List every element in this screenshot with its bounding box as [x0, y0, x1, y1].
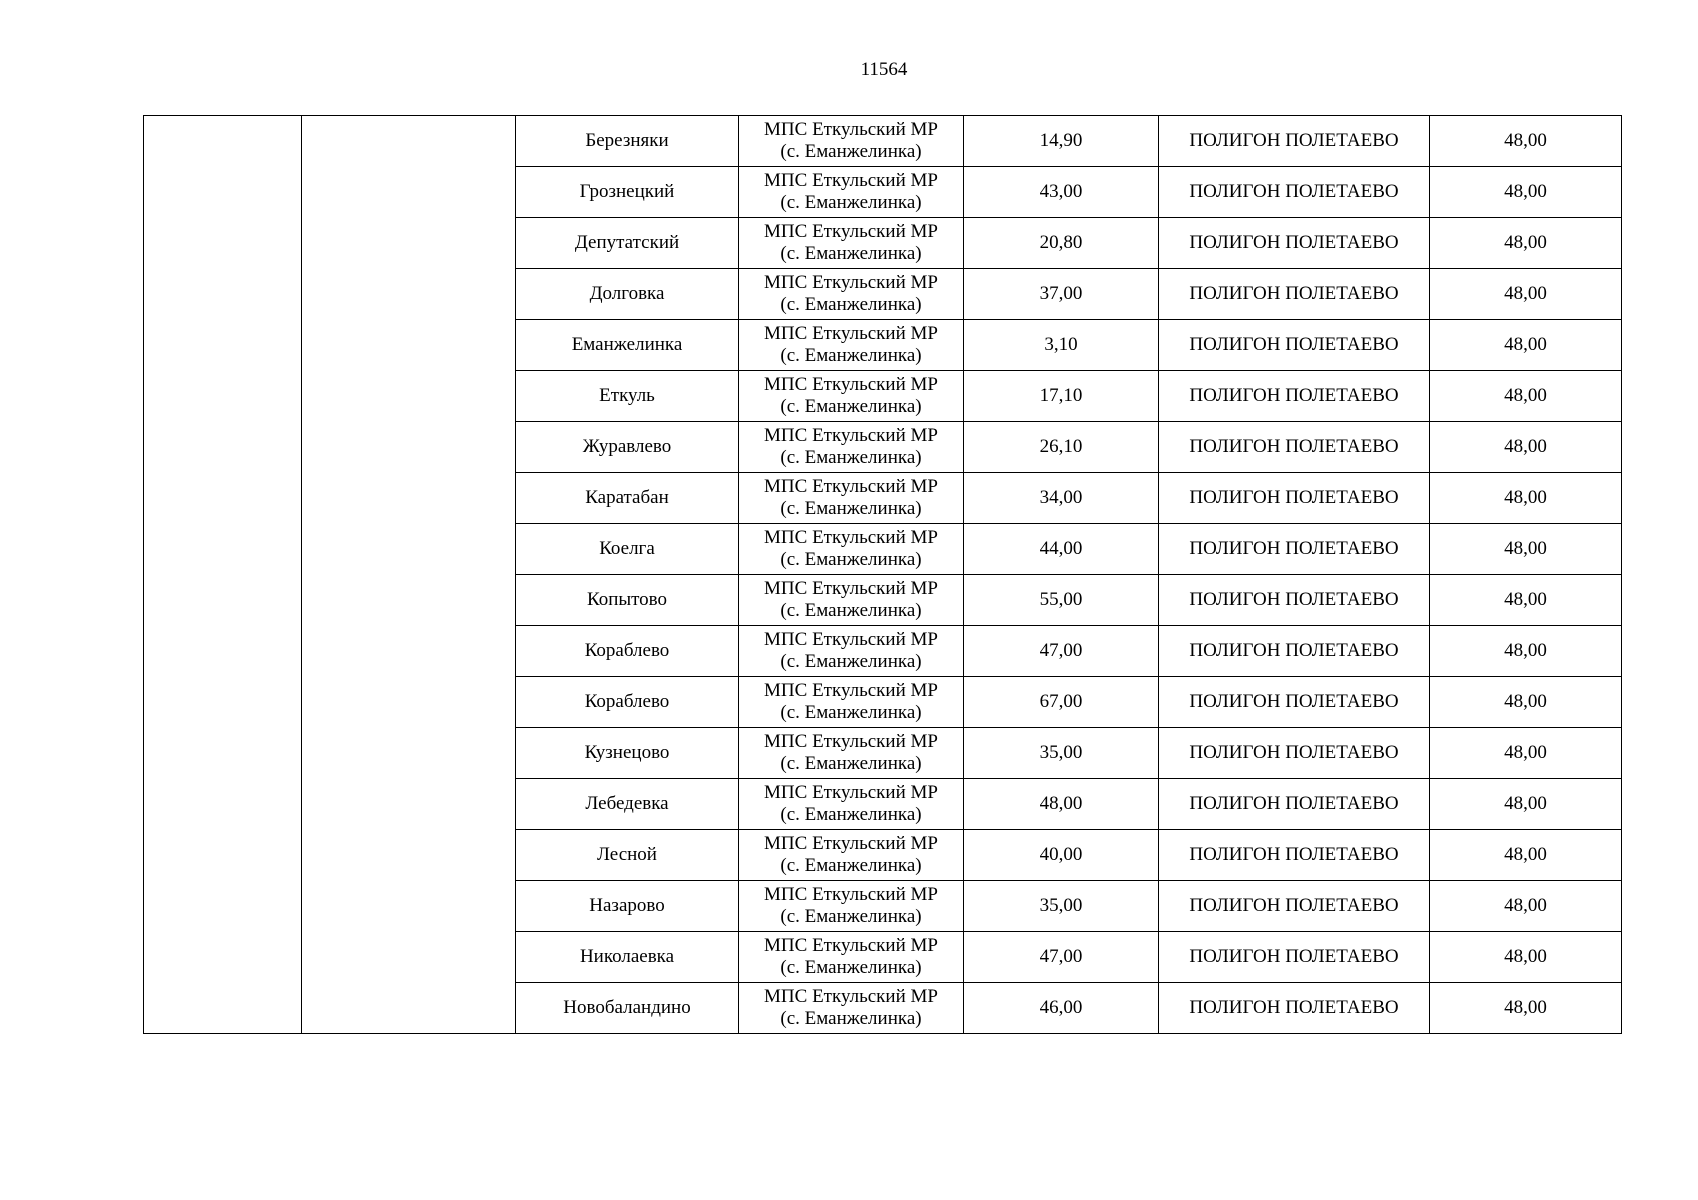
station-cell: [739, 728, 964, 779]
station-location: (с. Еманжелинка): [780, 243, 922, 264]
settlement-cell: Грознецкий: [516, 167, 739, 218]
settlement-cell: Кораблево: [516, 626, 739, 677]
station-cell: [739, 116, 964, 167]
landfill-distance-cell: 48,00: [1430, 626, 1622, 677]
station-cell: [739, 269, 964, 320]
station-name: МПС Еткульский МР: [764, 986, 938, 1007]
settlement-cell: Каратабан: [516, 473, 739, 524]
station-cell: [739, 320, 964, 371]
station-name: МПС Еткульский МР: [764, 272, 938, 293]
station-location: (с. Еманжелинка): [780, 345, 922, 366]
station-location: (с. Еманжелинка): [780, 141, 922, 162]
settlement-cell: Кораблево: [516, 677, 739, 728]
distance-cell: 43,00: [964, 167, 1159, 218]
distance-cell: 47,00: [964, 626, 1159, 677]
station-name: МПС Еткульский МР: [764, 221, 938, 242]
landfill-distance-cell: 48,00: [1430, 422, 1622, 473]
distance-cell: 47,00: [964, 932, 1159, 983]
landfill-distance-cell: 48,00: [1430, 983, 1622, 1034]
distance-cell: 48,00: [964, 779, 1159, 830]
settlement-cell: Коелга: [516, 524, 739, 575]
station-cell: [739, 779, 964, 830]
station-cell: [739, 473, 964, 524]
table-body: [144, 116, 1622, 1034]
landfill-cell: ПОЛИГОН ПОЛЕТАЕВО: [1159, 983, 1430, 1034]
landfill-cell: ПОЛИГОН ПОЛЕТАЕВО: [1159, 371, 1430, 422]
landfill-cell: ПОЛИГОН ПОЛЕТАЕВО: [1159, 575, 1430, 626]
page-number: 11564: [860, 59, 908, 80]
distance-cell: 35,00: [964, 881, 1159, 932]
settlement-cell: Журавлево: [516, 422, 739, 473]
settlement-cell: Лесной: [516, 830, 739, 881]
landfill-distance-cell: 48,00: [1430, 167, 1622, 218]
landfill-distance-cell: 48,00: [1430, 779, 1622, 830]
settlement-cell: Еманжелинка: [516, 320, 739, 371]
station-cell: [739, 371, 964, 422]
landfill-cell: ПОЛИГОН ПОЛЕТАЕВО: [1159, 116, 1430, 167]
station-location: (с. Еманжелинка): [780, 396, 922, 417]
station-location: (с. Еманжелинка): [780, 498, 922, 519]
distance-cell: 3,10: [964, 320, 1159, 371]
station-name: МПС Еткульский МР: [764, 527, 938, 548]
station-name: МПС Еткульский МР: [764, 935, 938, 956]
station-location: (с. Еманжелинка): [780, 600, 922, 621]
landfill-cell: ПОЛИГОН ПОЛЕТАЕВО: [1159, 320, 1430, 371]
landfill-cell: ПОЛИГОН ПОЛЕТАЕВО: [1159, 218, 1430, 269]
station-name: МПС Еткульский МР: [764, 782, 938, 803]
distance-cell: 26,10: [964, 422, 1159, 473]
station-name: МПС Еткульский МР: [764, 374, 938, 395]
station-name: МПС Еткульский МР: [764, 833, 938, 854]
station-location: (с. Еманжелинка): [780, 804, 922, 825]
distance-cell: 44,00: [964, 524, 1159, 575]
landfill-distance-cell: 48,00: [1430, 320, 1622, 371]
distance-cell: 35,00: [964, 728, 1159, 779]
distance-cell: 37,00: [964, 269, 1159, 320]
landfill-cell: ПОЛИГОН ПОЛЕТАЕВО: [1159, 422, 1430, 473]
distance-cell: 34,00: [964, 473, 1159, 524]
station-name: МПС Еткульский МР: [764, 578, 938, 599]
station-cell: [739, 626, 964, 677]
distance-cell: 67,00: [964, 677, 1159, 728]
landfill-cell: ПОЛИГОН ПОЛЕТАЕВО: [1159, 779, 1430, 830]
station-location: (с. Еманжелинка): [780, 906, 922, 927]
landfill-cell: ПОЛИГОН ПОЛЕТАЕВО: [1159, 473, 1430, 524]
station-location: (с. Еманжелинка): [780, 294, 922, 315]
landfill-distance-cell: 48,00: [1430, 575, 1622, 626]
landfill-distance-cell: 48,00: [1430, 524, 1622, 575]
landfill-distance-cell: 48,00: [1430, 473, 1622, 524]
data-table: [143, 115, 1622, 1034]
station-name: МПС Еткульский МР: [764, 629, 938, 650]
station-cell: [739, 983, 964, 1034]
settlement-cell: Лебедевка: [516, 779, 739, 830]
station-name: МПС Еткульский МР: [764, 884, 938, 905]
station-name: МПС Еткульский МР: [764, 680, 938, 701]
settlement-cell: Кузнецово: [516, 728, 739, 779]
landfill-cell: ПОЛИГОН ПОЛЕТАЕВО: [1159, 881, 1430, 932]
landfill-distance-cell: 48,00: [1430, 218, 1622, 269]
landfill-cell: ПОЛИГОН ПОЛЕТАЕВО: [1159, 626, 1430, 677]
station-location: (с. Еманжелинка): [780, 651, 922, 672]
landfill-distance-cell: 48,00: [1430, 881, 1622, 932]
landfill-distance-cell: 48,00: [1430, 728, 1622, 779]
settlement-cell: Назарово: [516, 881, 739, 932]
landfill-distance-cell: 48,00: [1430, 116, 1622, 167]
station-location: (с. Еманжелинка): [780, 855, 922, 876]
settlement-cell: Березняки: [516, 116, 739, 167]
station-location: (с. Еманжелинка): [780, 447, 922, 468]
station-cell: [739, 218, 964, 269]
landfill-distance-cell: 48,00: [1430, 269, 1622, 320]
distance-cell: 40,00: [964, 830, 1159, 881]
empty-cell-number: [144, 116, 302, 1034]
settlement-cell: Еткуль: [516, 371, 739, 422]
settlement-cell: Новобаландино: [516, 983, 739, 1034]
landfill-cell: ПОЛИГОН ПОЛЕТАЕВО: [1159, 524, 1430, 575]
settlement-cell: Долговка: [516, 269, 739, 320]
landfill-distance-cell: 48,00: [1430, 830, 1622, 881]
station-location: (с. Еманжелинка): [780, 192, 922, 213]
station-cell: [739, 677, 964, 728]
distance-cell: 17,10: [964, 371, 1159, 422]
station-location: (с. Еманжелинка): [780, 1008, 922, 1029]
landfill-cell: ПОЛИГОН ПОЛЕТАЕВО: [1159, 728, 1430, 779]
table-row: [144, 116, 1622, 167]
station-cell: [739, 830, 964, 881]
station-name: МПС Еткульский МР: [764, 476, 938, 497]
empty-cell-district: [302, 116, 516, 1034]
station-name: МПС Еткульский МР: [764, 731, 938, 752]
station-cell: [739, 932, 964, 983]
station-location: (с. Еманжелинка): [780, 957, 922, 978]
settlement-cell: Депутатский: [516, 218, 739, 269]
station-name: МПС Еткульский МР: [764, 425, 938, 446]
station-cell: [739, 524, 964, 575]
landfill-cell: ПОЛИГОН ПОЛЕТАЕВО: [1159, 269, 1430, 320]
station-name: МПС Еткульский МР: [764, 170, 938, 191]
landfill-distance-cell: 48,00: [1430, 932, 1622, 983]
station-cell: [739, 167, 964, 218]
station-location: (с. Еманжелинка): [780, 549, 922, 570]
station-name: МПС Еткульский МР: [764, 323, 938, 344]
distance-cell: 55,00: [964, 575, 1159, 626]
station-name: МПС Еткульский МР: [764, 119, 938, 140]
settlement-cell: Николаевка: [516, 932, 739, 983]
landfill-cell: ПОЛИГОН ПОЛЕТАЕВО: [1159, 677, 1430, 728]
landfill-cell: ПОЛИГОН ПОЛЕТАЕВО: [1159, 830, 1430, 881]
landfill-distance-cell: 48,00: [1430, 677, 1622, 728]
distance-cell: 14,90: [964, 116, 1159, 167]
landfill-distance-cell: 48,00: [1430, 371, 1622, 422]
distance-cell: 20,80: [964, 218, 1159, 269]
station-location: (с. Еманжелинка): [780, 702, 922, 723]
station-location: (с. Еманжелинка): [780, 753, 922, 774]
station-cell: [739, 422, 964, 473]
station-cell: [739, 575, 964, 626]
landfill-cell: ПОЛИГОН ПОЛЕТАЕВО: [1159, 167, 1430, 218]
distance-cell: 46,00: [964, 983, 1159, 1034]
landfill-cell: ПОЛИГОН ПОЛЕТАЕВО: [1159, 932, 1430, 983]
station-cell: [739, 881, 964, 932]
settlement-cell: Копытово: [516, 575, 739, 626]
